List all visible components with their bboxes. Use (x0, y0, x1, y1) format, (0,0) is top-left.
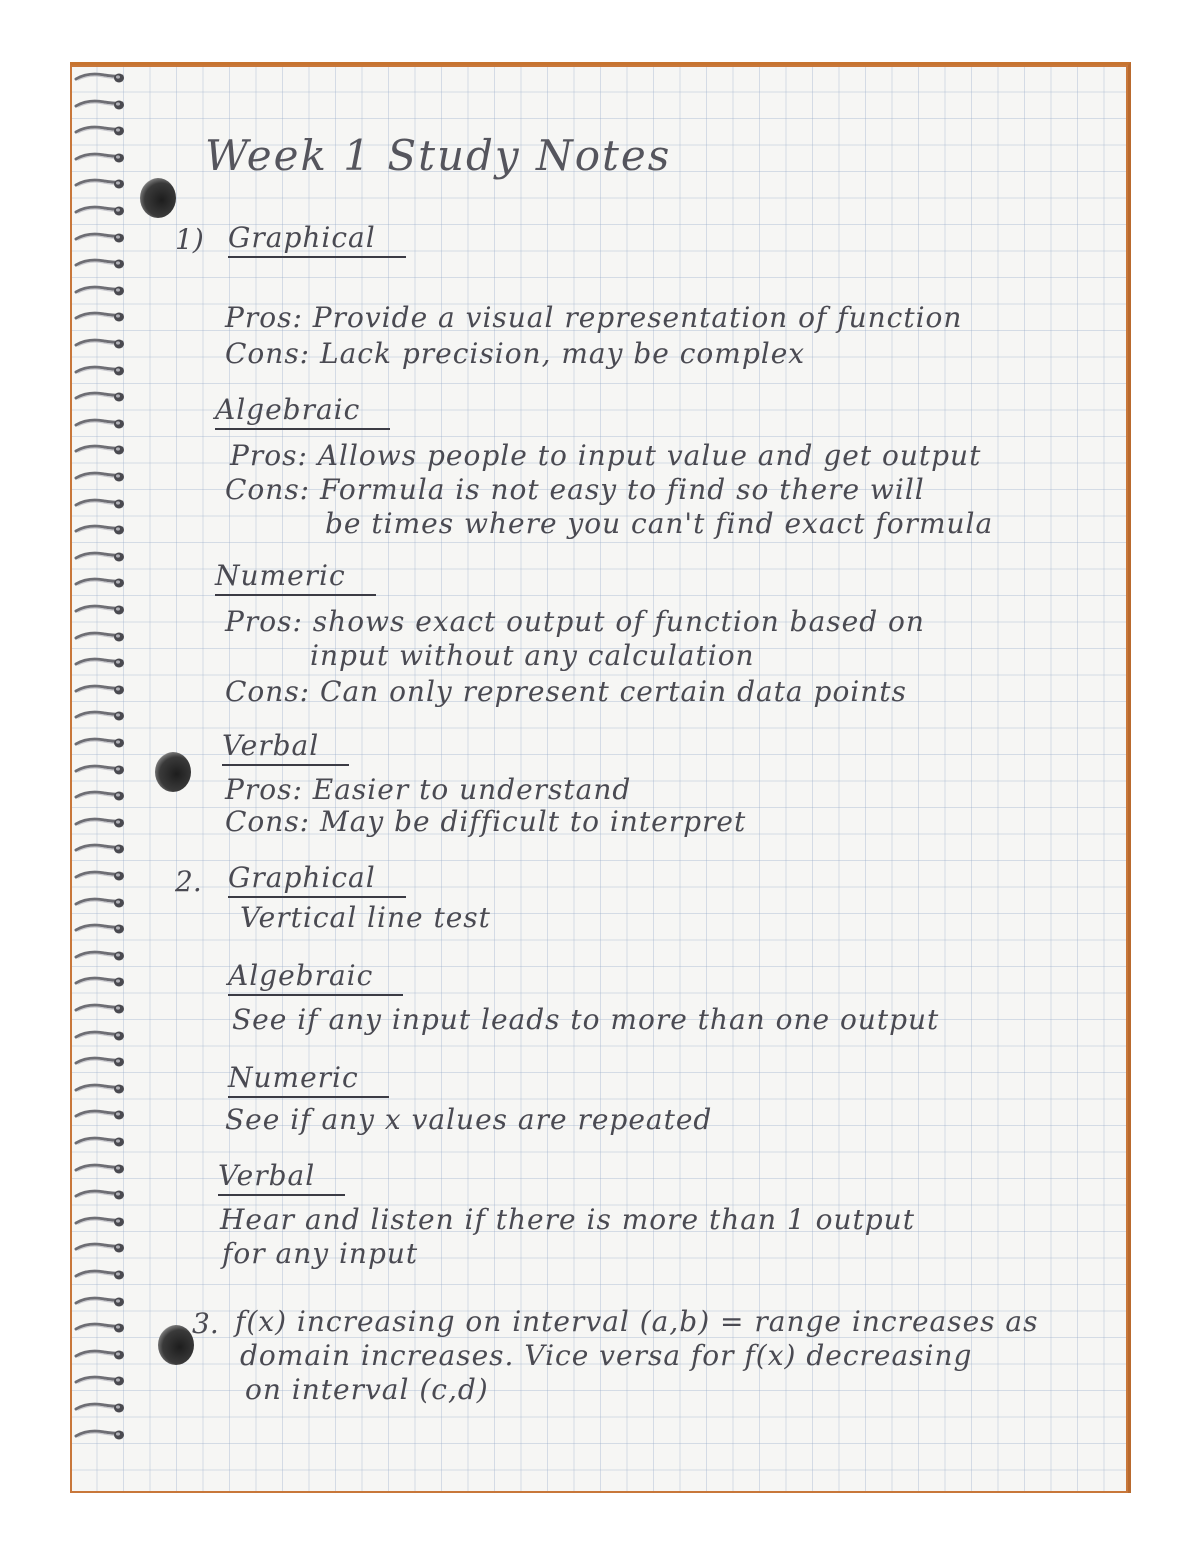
s1-algebraic-cons-2: be times where you can't find exact formula (325, 507, 994, 540)
s2-verbal-heading: Verbal (218, 1160, 345, 1196)
s1-algebraic-heading: Algebraic (215, 394, 390, 430)
s1-numeric-heading: Numeric (215, 560, 376, 596)
s1-numeric-cons: Cons: Can only represent certain data points (225, 675, 907, 708)
s2-graphical-text: Vertical line test (240, 901, 491, 934)
s1-algebraic-pros: Pros: Allows people to input value and get output (230, 439, 982, 472)
s1-verbal-cons: Cons: May be difficult to interpret (225, 805, 747, 838)
section-3-number: 3. (192, 1307, 219, 1340)
s1-graphical-heading: Graphical (228, 222, 406, 258)
s2-numeric-text: See if any x values are repeated (225, 1103, 713, 1136)
section-2-number: 2. (175, 865, 202, 898)
section-1-number: 1) (175, 223, 204, 256)
s2-verbal-text-1: Hear and listen if there is more than 1 output (220, 1203, 915, 1236)
s1-graphical-cons: Cons: Lack precision, may be complex (225, 337, 806, 370)
s2-numeric-heading: Numeric (228, 1062, 389, 1098)
s3-line-3: on interval (c,d) (245, 1373, 489, 1406)
s1-graphical-pros: Pros: Provide a visual representation of function (225, 301, 963, 334)
s1-numeric-pros-1: Pros: shows exact output of function based on (225, 605, 925, 638)
s2-verbal-text-2: for any input (222, 1237, 419, 1270)
s2-algebraic-text: See if any input leads to more than one output (232, 1003, 940, 1036)
page-title: Week 1 Study Notes (205, 131, 672, 180)
s3-line-2: domain increases. Vice versa for f(x) decreasing (240, 1339, 973, 1372)
s2-algebraic-heading: Algebraic (228, 960, 403, 996)
s1-verbal-pros: Pros: Easier to understand (225, 773, 632, 806)
s3-line-1: f(x) increasing on interval (a,b) = range increases as (235, 1305, 1039, 1338)
s1-algebraic-cons-1: Cons: Formula is not easy to find so there will (225, 473, 925, 506)
s1-verbal-heading: Verbal (222, 730, 349, 766)
s1-numeric-pros-2: input without any calculation (310, 639, 755, 672)
s2-graphical-heading: Graphical (228, 862, 406, 898)
